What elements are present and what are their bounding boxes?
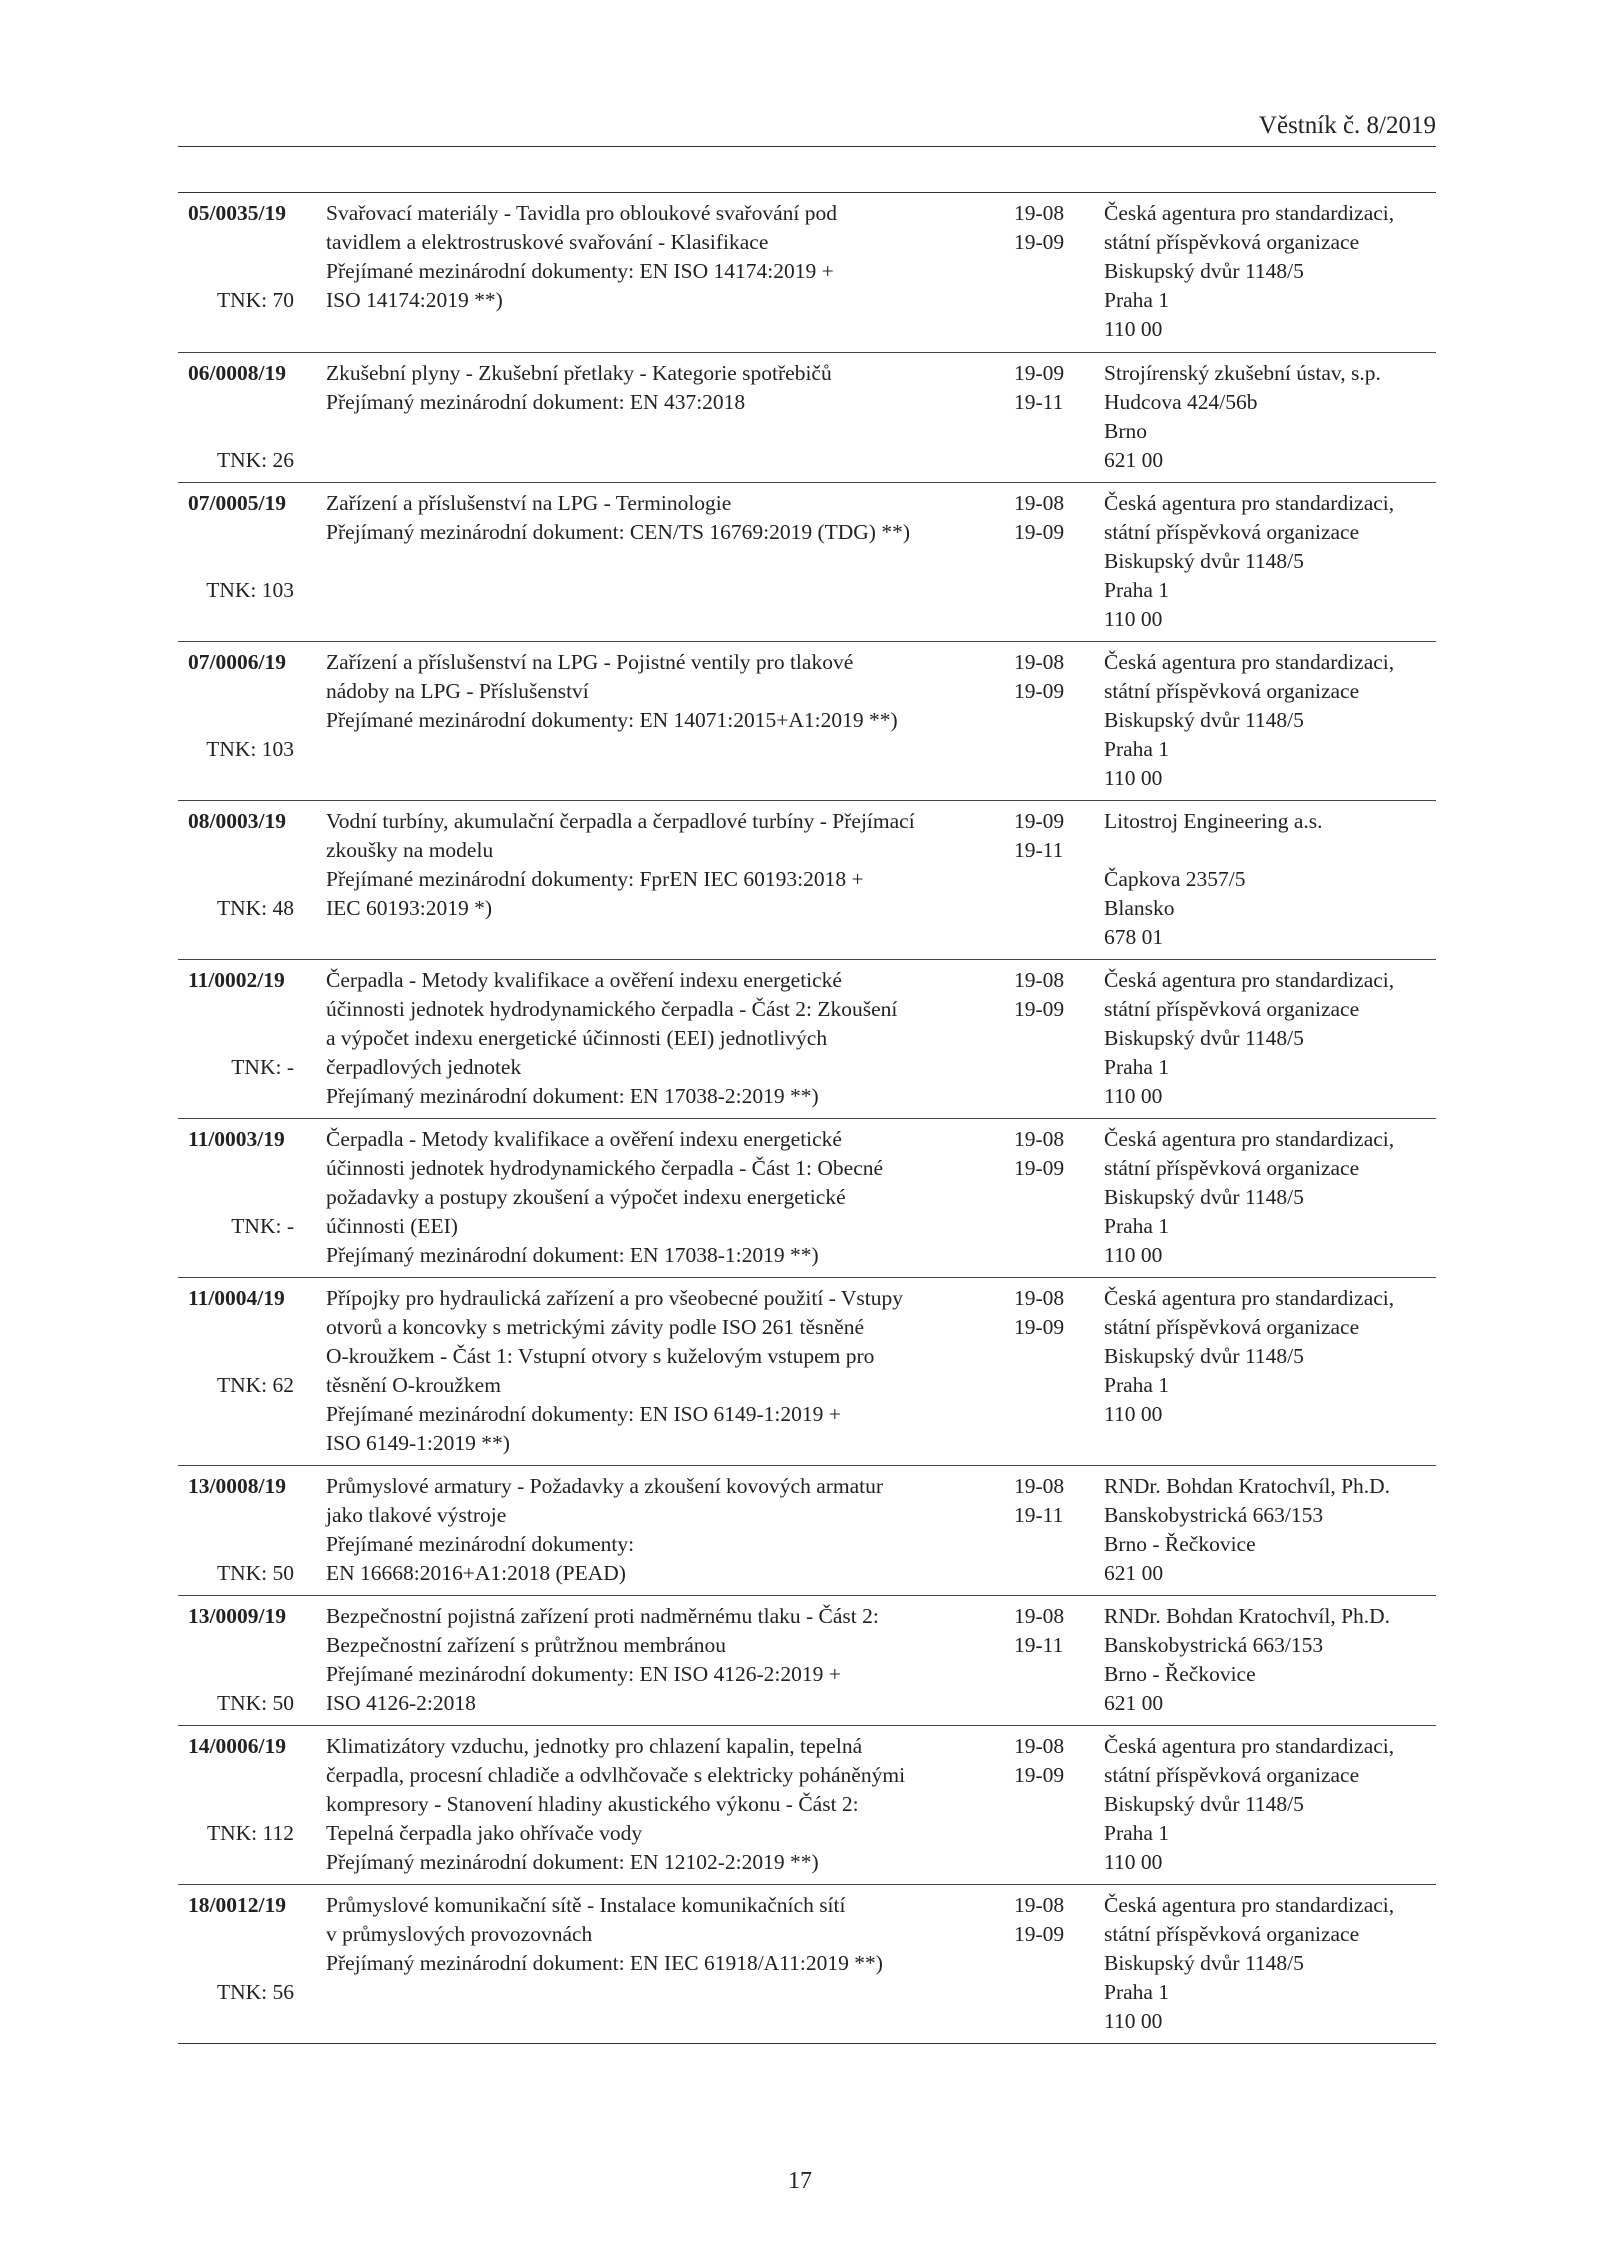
date-value: 19-11 [1014,838,1064,862]
tnk-label: TNK: 112 [207,1821,294,1845]
table-row [178,1465,1436,1595]
title-line: ISO 6149-1:2019 **) [326,1431,510,1455]
date-value: 19-09 [1014,1315,1065,1339]
table-row [178,1277,1436,1465]
table-row [178,1884,1436,2043]
organization [1104,359,1436,475]
organization-line: 621 00 [1104,1561,1164,1585]
dates [1014,1472,1094,1530]
title-line: požadavky a postupy zkoušení a výpočet indexu energetické [326,1185,846,1209]
organization-line: Banskobystrická 663/153 [1104,1503,1324,1527]
organization [1104,1602,1436,1718]
title-line: Přejímané mezinárodní dokumenty: EN ISO 14174:2019 + [326,259,834,283]
standard-title [326,489,910,547]
date-value: 19-09 [1014,361,1065,385]
date-value: 19-08 [1014,968,1065,992]
organization-line: Brno - Řečkovice [1104,1532,1256,1556]
title-line: ISO 14174:2019 **) [326,288,503,312]
date-value: 19-08 [1014,1893,1065,1917]
date-value: 19-09 [1014,679,1065,703]
dates [1014,807,1094,865]
organization-line: státní příspěvková organizace [1104,1156,1360,1180]
organization-line: 621 00 [1104,1691,1164,1715]
organization-line: Hudcova 424/56b [1104,390,1258,414]
organization-line: Česká agentura pro standardizaci, [1104,1127,1395,1151]
date-value: 19-08 [1014,1474,1065,1498]
tnk-label: TNK: 70 [216,288,294,312]
title-line: účinnosti jednotek hydrodynamického čerpadla - Část 1: Obecné [326,1156,884,1180]
organization-line: Biskupský dvůr 1148/5 [1104,1951,1304,1975]
title-line: Přejímané mezinárodní dokumenty: FprEN IEC 60193:2018 + [326,867,864,891]
organization [1104,807,1436,952]
title-line: účinnosti jednotek hydrodynamického čerpadla - Část 2: Zkoušení [326,997,898,1021]
title-line: Přejímané mezinárodní dokumenty: EN 14071:2015+A1:2019 **) [326,708,898,732]
table-row [178,959,1436,1118]
title-line: kompresory - Stanovení hladiny akustického výkonu - Část 2: [326,1792,859,1816]
organization-line: 110 00 [1104,766,1163,790]
title-line: ISO 4126-2:2018 [326,1691,476,1715]
date-value: 19-09 [1014,1922,1065,1946]
organization-line: Litostroj Engineering a.s. [1104,809,1323,833]
tnk-label: TNK: 50 [216,1691,294,1715]
organization-line: Praha 1 [1104,578,1170,602]
date-value: 19-11 [1014,1633,1064,1657]
organization [1104,489,1436,634]
organization-line: státní příspěvková organizace [1104,679,1360,703]
organization-line: státní příspěvková organizace [1104,997,1360,1021]
dates [1014,1125,1094,1183]
title-line: Svařovací materiály - Tavidla pro obloukové svařování pod [326,201,837,225]
title-line: Přejímaný mezinárodní dokument: EN 17038-1:2019 **) [326,1243,819,1267]
dates [1014,966,1094,1024]
tnk-label: TNK: 62 [216,1373,294,1397]
dates [1014,489,1094,547]
organization-line: státní příspěvková organizace [1104,1922,1360,1946]
organization-line: 110 00 [1104,1850,1163,1874]
tnk-label: TNK: 48 [216,896,294,920]
dates [1014,359,1094,417]
organization-line: 110 00 [1104,1402,1163,1426]
organization-line: Biskupský dvůr 1148/5 [1104,549,1304,573]
standards-table [178,192,1436,2044]
title-line: Čerpadla - Metody kvalifikace a ověření indexu energetické [326,1127,842,1151]
organization-line: státní příspěvková organizace [1104,1763,1360,1787]
standard-title [326,648,898,735]
title-line: Bezpečnostní pojistná zařízení proti nadměrnému tlaku - Část 2: [326,1604,879,1628]
title-line: Přejímané mezinárodní dokumenty: EN ISO 4126-2:2019 + [326,1662,841,1686]
dates [1014,199,1094,257]
title-line: Přejímaný mezinárodní dokument: CEN/TS 16769:2019 (TDG) **) [326,520,910,544]
tnk-label: TNK: 50 [216,1561,294,1585]
date-value: 19-11 [1014,390,1064,414]
organization-line: Česká agentura pro standardizaci, [1104,968,1395,992]
organization-line: Brno [1104,419,1147,443]
title-line: nádoby na LPG - Příslušenství [326,679,589,703]
date-value: 19-08 [1014,1127,1065,1151]
title-line: zkoušky na modelu [326,838,494,862]
organization-line: Česká agentura pro standardizaci, [1104,201,1395,225]
organization-line: státní příspěvková organizace [1104,520,1360,544]
title-line: Přejímaný mezinárodní dokument: EN IEC 61918/A11:2019 **) [326,1951,883,1975]
organization-line: státní příspěvková organizace [1104,1315,1360,1339]
table-row [178,482,1436,641]
standard-code: 18/0012/19 [188,1893,286,1917]
organization-line: Biskupský dvůr 1148/5 [1104,1344,1304,1368]
table-row [178,1118,1436,1277]
organization-line: 110 00 [1104,607,1163,631]
standard-title [326,1472,884,1588]
organization-line: RNDr. Bohdan Kratochvíl, Ph.D. [1104,1474,1391,1498]
title-line: čerpadla, procesní chladiče a odvlhčovače s elektricky poháněnými [326,1763,906,1787]
organization-line: 621 00 [1104,448,1164,472]
organization [1104,1125,1436,1270]
title-line: účinnosti (EEI) [326,1214,458,1238]
organization-line: Čapkova 2357/5 [1104,867,1246,891]
standard-code: 08/0003/19 [188,809,286,833]
title-line: Přejímaný mezinárodní dokument: EN 437:2018 [326,390,746,414]
title-line: Přípojky pro hydraulická zařízení a pro všeobecné použití - Vstupy [326,1286,903,1310]
organization-line: Biskupský dvůr 1148/5 [1104,259,1304,283]
title-line: Tepelná čerpadla jako ohřívače vody [326,1821,643,1845]
organization-line: Praha 1 [1104,1821,1170,1845]
standard-title [326,199,866,315]
organization-line: 678 01 [1104,925,1164,949]
page-header [178,108,1436,147]
table-row [178,193,1436,352]
organization-line: 110 00 [1104,1084,1163,1108]
table-row [178,1595,1436,1725]
organization-line [1104,836,1436,865]
organization-line: Praha 1 [1104,1055,1170,1079]
table-row [178,1725,1436,1884]
title-line: v průmyslových provozovnách [326,1922,593,1946]
organization-line: 110 00 [1104,2009,1163,2033]
standard-title [326,359,866,417]
date-value: 19-09 [1014,997,1065,1021]
organization-line: Banskobystrická 663/153 [1104,1633,1324,1657]
standard-code: 14/0006/19 [188,1734,286,1758]
standard-code: 13/0009/19 [188,1604,286,1628]
organization-line: Biskupský dvůr 1148/5 [1104,1026,1304,1050]
title-line: těsnění O-kroužkem [326,1373,501,1397]
title-line: Přejímaný mezinárodní dokument: EN 17038-2:2019 **) [326,1084,819,1108]
date-value: 19-09 [1014,1156,1065,1180]
organization-line: Praha 1 [1104,1980,1170,2004]
organization-line: Blansko [1104,896,1175,920]
date-value: 19-09 [1014,520,1065,544]
tnk-label: TNK: - [231,1055,294,1079]
title-line: Zkušební plyny - Zkušební přetlaky - Kategorie spotřebičů [326,361,832,385]
title-line: Přejímané mezinárodní dokumenty: [326,1532,635,1556]
dates [1014,648,1094,706]
date-value: 19-08 [1014,650,1065,674]
organization-line: Česká agentura pro standardizaci, [1104,1734,1395,1758]
organization [1104,1284,1436,1429]
date-value: 19-08 [1014,491,1065,515]
organization-line: Praha 1 [1104,1373,1170,1397]
standard-title [326,1732,906,1877]
organization-line: Brno - Řečkovice [1104,1662,1256,1686]
tnk-label: TNK: - [231,1214,294,1238]
date-value: 19-09 [1014,230,1065,254]
table-row [178,800,1436,959]
title-line: IEC 60193:2019 *) [326,896,493,920]
standard-title [326,1284,903,1458]
title-line: Zařízení a příslušenství na LPG - Pojistné ventily pro tlakové [326,650,854,674]
organization-line: RNDr. Bohdan Kratochvíl, Ph.D. [1104,1604,1391,1628]
title-line: Čerpadla - Metody kvalifikace a ověření indexu energetické [326,968,842,992]
organization-line: Praha 1 [1104,288,1170,312]
date-value: 19-08 [1014,201,1065,225]
organization-line: Česká agentura pro standardizaci, [1104,491,1395,515]
standard-title [326,1125,884,1270]
date-value: 19-09 [1014,1763,1065,1787]
date-value: 19-08 [1014,1734,1065,1758]
journal-title: Věstník č. 8/2019 [1258,112,1436,139]
organization-line: Biskupský dvůr 1148/5 [1104,708,1304,732]
title-line: Přejímané mezinárodní dokumenty: EN ISO 6149-1:2019 + [326,1402,841,1426]
standard-code: 11/0002/19 [188,968,285,992]
organization [1104,1472,1436,1588]
standard-title [326,807,915,923]
title-line: tavidlem a elektrostruskové svařování - Klasifikace [326,230,769,254]
organization-line: státní příspěvková organizace [1104,230,1360,254]
tnk-label: TNK: 56 [216,1980,294,2004]
organization [1104,1891,1436,2036]
table-row [178,641,1436,800]
standard-code: 07/0006/19 [188,650,286,674]
standard-title [326,1891,883,1978]
standard-code: 11/0003/19 [188,1127,285,1151]
organization-line: Česká agentura pro standardizaci, [1104,1286,1395,1310]
organization-line: 110 00 [1104,1243,1163,1267]
title-line: Průmyslové komunikační sítě - Instalace komunikačních sítí [326,1893,846,1917]
standard-title [326,1602,879,1718]
dates [1014,1891,1094,1949]
dates [1014,1284,1094,1342]
page-number: 17 [788,2168,812,2194]
dates [1014,1732,1094,1790]
title-line: Klimatizátory vzduchu, jednotky pro chlazení kapalin, tepelná [326,1734,863,1758]
title-line: čerpadlových jednotek [326,1055,522,1079]
organization-line: Praha 1 [1104,1214,1170,1238]
organization [1104,199,1436,344]
organization-line: Biskupský dvůr 1148/5 [1104,1185,1304,1209]
standard-code: 05/0035/19 [188,201,286,225]
title-line: EN 16668:2016+A1:2018 (PEAD) [326,1561,626,1585]
tnk-label: TNK: 103 [206,578,294,602]
title-line: jako tlakové výstroje [326,1503,507,1527]
title-line: a výpočet indexu energetické účinnosti (EEI) jednotlivých [326,1026,828,1050]
organization-line: Praha 1 [1104,737,1170,761]
organization [1104,648,1436,793]
date-value: 19-08 [1014,1286,1065,1310]
organization-line: 110 00 [1104,317,1163,341]
title-line: Zařízení a příslušenství na LPG - Terminologie [326,491,732,515]
title-line: otvorů a koncovky s metrickými závity podle ISO 261 těsněné [326,1315,864,1339]
organization-line: Česká agentura pro standardizaci, [1104,650,1395,674]
organization-line: Česká agentura pro standardizaci, [1104,1893,1395,1917]
organization [1104,1732,1436,1877]
title-line: Bezpečnostní zařízení s průtržnou membránou [326,1633,726,1657]
standard-code: 07/0005/19 [188,491,286,515]
title-line: Vodní turbíny, akumulační čerpadla a čerpadlové turbíny - Přejímací [326,809,915,833]
standard-title [326,966,898,1111]
date-value: 19-08 [1014,1604,1065,1628]
date-value: 19-09 [1014,809,1065,833]
tnk-label: TNK: 26 [216,448,294,472]
title-line: O-kroužkem - Část 1: Vstupní otvory s kuželovým vstupem pro [326,1344,875,1368]
table-row [178,352,1436,482]
title-line: Přejímaný mezinárodní dokument: EN 12102-2:2019 **) [326,1850,819,1874]
organization-line: Strojírenský zkušební ústav, s.p. [1104,361,1381,385]
standard-code: 13/0008/19 [188,1474,286,1498]
organization [1104,966,1436,1111]
organization-line: Biskupský dvůr 1148/5 [1104,1792,1304,1816]
standard-code: 06/0008/19 [188,361,286,385]
standard-code: 11/0004/19 [188,1286,285,1310]
date-value: 19-11 [1014,1503,1064,1527]
tnk-label: TNK: 103 [206,737,294,761]
dates [1014,1602,1094,1660]
title-line: Průmyslové armatury - Požadavky a zkoušení kovových armatur [326,1474,884,1498]
